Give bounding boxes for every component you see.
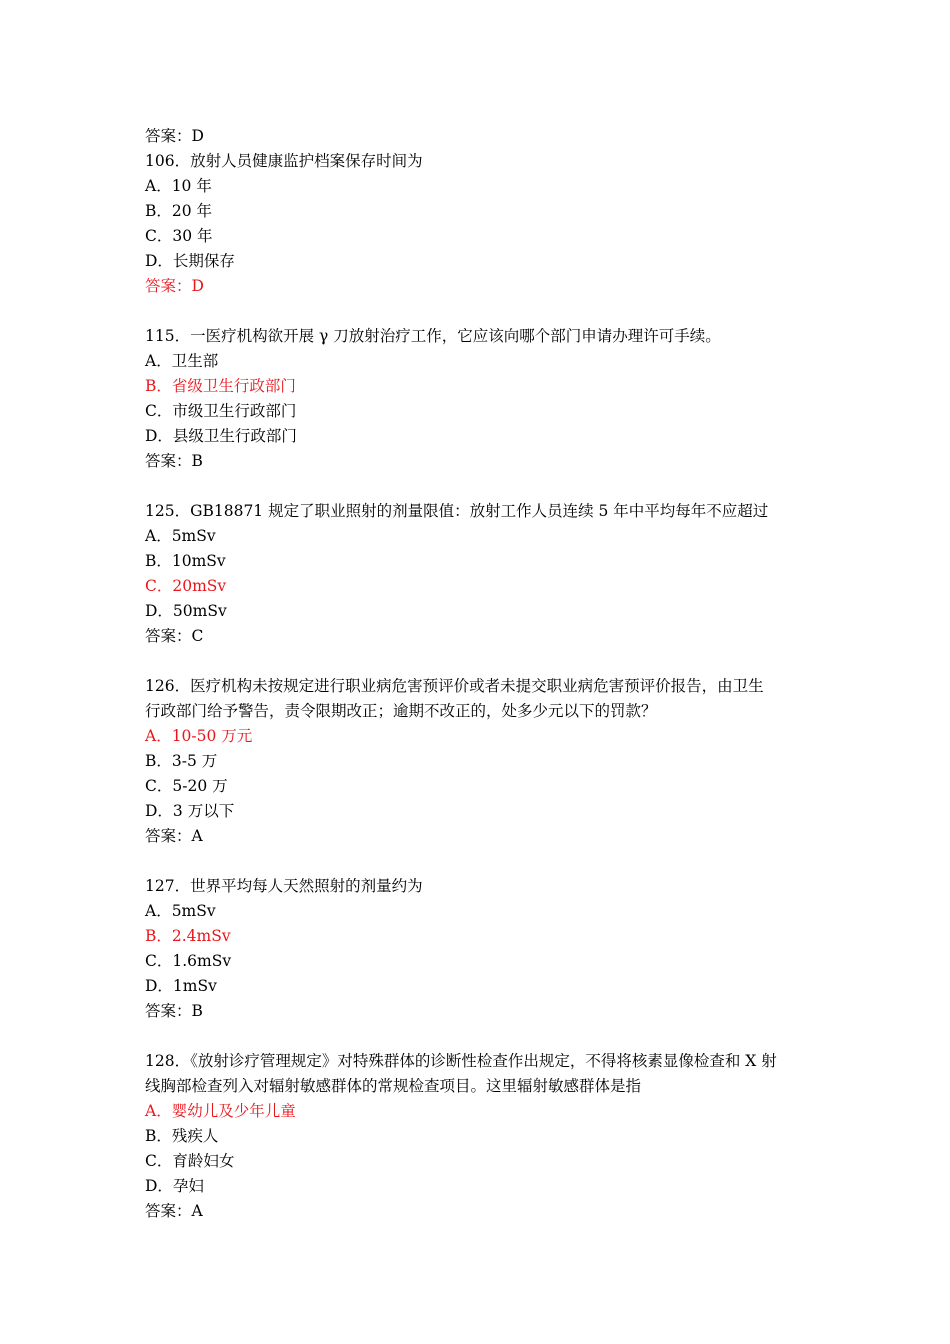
- option-b: B．2.4mSv: [145, 927, 231, 945]
- question-stem-line-2: 线胸部检查列入对辐射敏感群体的常规检查项目。这里辐射敏感群体是指: [145, 1077, 642, 1095]
- option-d: D．3 万以下: [145, 802, 235, 820]
- spacer: [145, 649, 815, 674]
- option-d: D．50mSv: [145, 602, 227, 620]
- option-b: B．3-5 万: [145, 752, 218, 770]
- question-115: [145, 324, 815, 474]
- answer-line: 答案：C: [145, 627, 204, 645]
- option-c: C．5-20 万: [145, 777, 228, 795]
- question-stem-line-1: 126．医疗机构未按规定进行职业病危害预评价或者未提交职业病危害预评价报告，由卫生: [145, 677, 764, 695]
- question-stem: 127．世界平均每人天然照射的剂量约为: [145, 877, 423, 895]
- answer-line: 答案：D: [145, 277, 204, 295]
- option-d: D．长期保存: [145, 252, 235, 270]
- option-a: A．10 年: [145, 177, 212, 195]
- option-c: C．1.6mSv: [145, 952, 232, 970]
- option-d: D．1mSv: [145, 977, 217, 995]
- question-126: [145, 674, 815, 849]
- question-stem: 115．一医疗机构欲开展 γ 刀放射治疗工作，它应该向哪个部门申请办理许可手续。: [145, 327, 721, 345]
- option-d: D．县级卫生行政部门: [145, 427, 297, 445]
- option-c: C．市级卫生行政部门: [145, 402, 297, 420]
- option-a: A．5mSv: [145, 902, 216, 920]
- question-125: [145, 499, 815, 649]
- option-d: D．孕妇: [145, 1177, 204, 1195]
- question-stem-line-2: 行政部门给予警告，责令限期改正；逾期不改正的，处多少元以下的罚款？: [145, 702, 657, 720]
- spacer: [145, 474, 815, 499]
- option-b: B．20 年: [145, 202, 213, 220]
- previous-answer: 答案：D: [145, 127, 204, 145]
- option-c: C．育龄妇女: [145, 1152, 235, 1170]
- option-a: A．5mSv: [145, 527, 216, 545]
- option-b: B．省级卫生行政部门: [145, 377, 296, 395]
- question-106: [145, 149, 815, 299]
- question-stem-line-1: 128．《放射诊疗管理规定》对特殊群体的诊断性检查作出规定，不得将核素显像检查和 X 射: [145, 1052, 777, 1070]
- answer-line: 答案：B: [145, 452, 203, 470]
- option-a: A．婴幼儿及少年儿童: [145, 1102, 296, 1120]
- option-a: A．10-50 万元: [145, 727, 253, 745]
- option-c: C．20mSv: [145, 577, 227, 595]
- document-page: [145, 124, 815, 1224]
- answer-line: 答案：A: [145, 1202, 203, 1220]
- spacer: [145, 299, 815, 324]
- spacer: [145, 849, 815, 874]
- question-stem: 125．GB18871 规定了职业照射的剂量限值：放射工作人员连续 5 年中平均每年不应超过: [145, 502, 769, 520]
- option-b: B．残疾人: [145, 1127, 219, 1145]
- spacer: [145, 1024, 815, 1049]
- option-b: B．10mSv: [145, 552, 226, 570]
- option-a: A．卫生部: [145, 352, 219, 370]
- question-127: [145, 874, 815, 1024]
- question-stem: 106．放射人员健康监护档案保存时间为: [145, 152, 423, 170]
- question-128: [145, 1049, 815, 1224]
- answer-line: 答案：B: [145, 1002, 203, 1020]
- answer-line: 答案：A: [145, 827, 203, 845]
- option-c: C．30 年: [145, 227, 213, 245]
